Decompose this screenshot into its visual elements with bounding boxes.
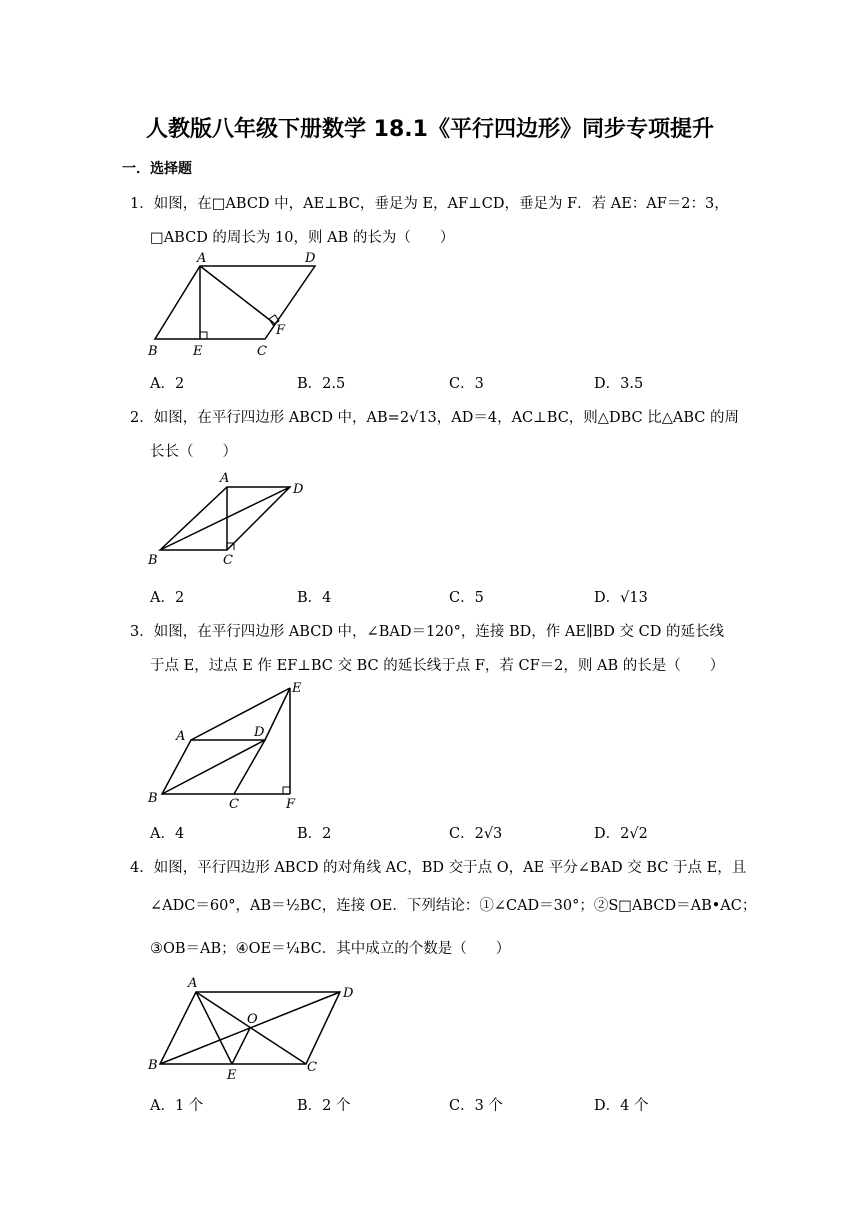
q1-label-e: E <box>193 344 203 359</box>
q1-figure <box>140 252 340 362</box>
q2-label-b: B <box>148 553 158 568</box>
q3-label-c: C <box>229 797 239 812</box>
q4-label-a: A <box>188 976 198 991</box>
q2-option-a[interactable]: A．2 <box>150 590 185 606</box>
q3-text-line1: 3．如图，在平行四边形 ABCD 中，∠BAD＝120°，连接 BD，作 AE∥BD 交 CD 的延长线 <box>130 624 724 640</box>
q1-label-b: B <box>148 344 158 359</box>
q3-option-c[interactable]: C．2√3 <box>449 826 503 842</box>
q1-label-c: C <box>257 344 267 359</box>
q1-label-a: A <box>197 252 207 266</box>
q4-label-o: O <box>247 1012 258 1027</box>
q3-label-d: D <box>254 725 265 740</box>
q4-text-line2: ∠ADC＝60°，AB＝½BC，连接 OE．下列结论：①∠CAD＝30°；②S□ABCD＝AB•AC； <box>150 898 757 914</box>
q3-option-a[interactable]: A．4 <box>150 826 185 842</box>
q2-text-line2: 长长（ ） <box>150 444 237 460</box>
q1-option-b[interactable]: B．2.5 <box>297 376 346 392</box>
q4-label-e: E <box>227 1068 237 1082</box>
q1-text-line2: □ABCD 的周长为 10，则 AB 的长为（ ） <box>150 230 455 246</box>
q2-label-a: A <box>220 471 230 486</box>
page-title: 人教版八年级下册数学 18.1《平行四边形》同步专项提升 <box>146 117 714 142</box>
q2-label-d: D <box>293 482 304 497</box>
q1-label-f: F <box>276 323 286 338</box>
q2-option-d[interactable]: D．√13 <box>594 590 648 606</box>
q3-label-b: B <box>148 791 158 806</box>
q1-label-d: D <box>305 252 316 266</box>
q1-option-d[interactable]: D．3.5 <box>594 376 644 392</box>
q4-option-d[interactable]: D．4 个 <box>594 1098 649 1114</box>
q2-label-c: C <box>223 553 233 568</box>
q3-text-line2: 于点 E，过点 E 作 EF⊥BC 交 BC 的延长线于点 F，若 CF＝2，则 AB 的长是（ ） <box>150 658 725 674</box>
q4-label-d: D <box>343 986 354 1001</box>
q3-option-d[interactable]: D．2√2 <box>594 826 648 842</box>
q3-figure <box>140 678 340 813</box>
q2-option-b[interactable]: B．4 <box>297 590 332 606</box>
q4-option-c[interactable]: C．3 个 <box>449 1098 503 1114</box>
q4-figure <box>140 972 370 1082</box>
q3-label-f: F <box>286 797 296 812</box>
q3-option-b[interactable]: B．2 <box>297 826 332 842</box>
q1-text-line1: 1．如图，在□ABCD 中，AE⊥BC，垂足为 E，AF⊥CD，垂足为 F．若 AE：AF＝2：3， <box>130 196 729 212</box>
q4-label-b: B <box>148 1058 158 1073</box>
q4-option-b[interactable]: B．2 个 <box>297 1098 351 1114</box>
q4-label-c: C <box>307 1060 317 1075</box>
q4-text-line3: ③OB＝AB；④OE＝¼BC．其中成立的个数是（ ） <box>150 941 511 957</box>
q2-text-line1: 2．如图，在平行四边形 ABCD 中，AB=2√13，AD＝4，AC⊥BC，则△DBC 比△ABC 的周 <box>130 410 739 426</box>
q2-option-c[interactable]: C．5 <box>449 590 484 606</box>
q4-option-a[interactable]: A．1 个 <box>150 1098 204 1114</box>
q1-option-c[interactable]: C．3 <box>449 376 484 392</box>
q1-option-a[interactable]: A．2 <box>150 376 185 392</box>
q3-label-a: A <box>176 729 186 744</box>
q3-label-e: E <box>292 681 302 696</box>
q4-text-line1: 4．如图，平行四边形 ABCD 的对角线 AC，BD 交于点 O，AE 平分∠BAD 交 BC 于点 E，且 <box>130 860 747 876</box>
section-heading: 一．选择题 <box>122 161 192 177</box>
q2-figure <box>140 468 320 573</box>
